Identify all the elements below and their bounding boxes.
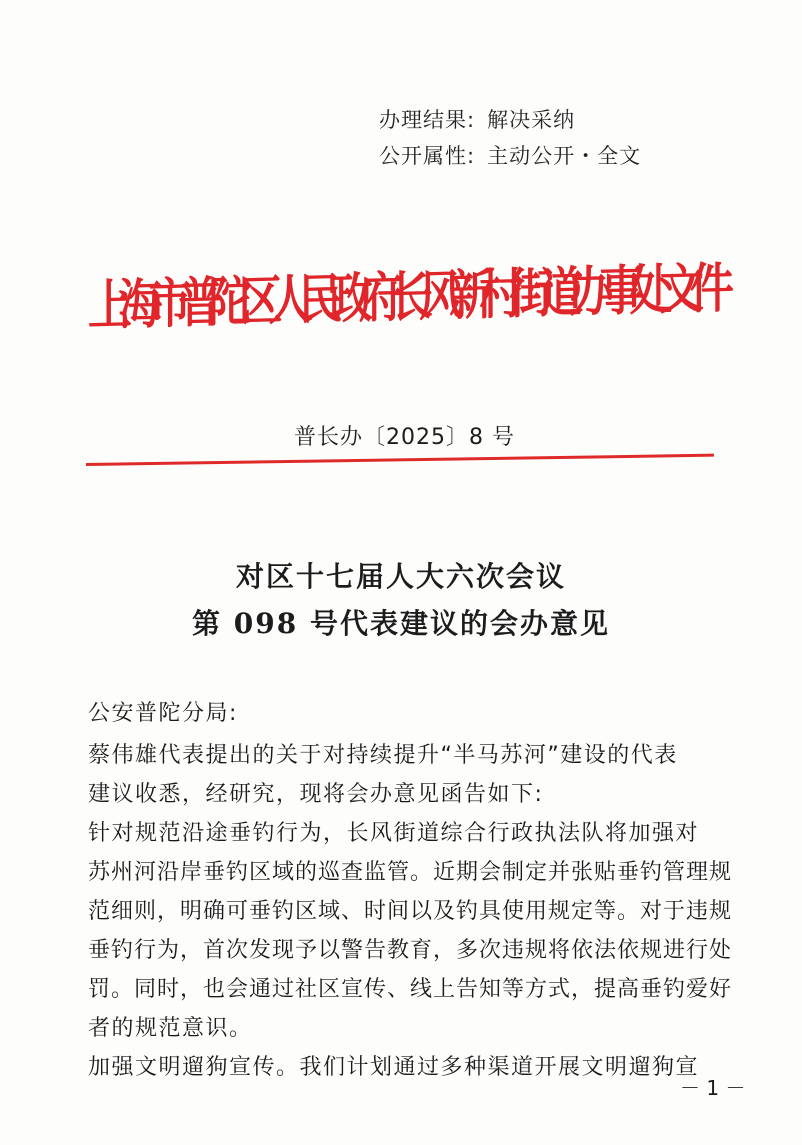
red-divider-line xyxy=(86,454,714,466)
page-number: － 1 － xyxy=(680,1076,746,1100)
document-number: 普长办〔2025〕8 号 xyxy=(294,425,515,450)
meta-disclosure-line xyxy=(379,140,641,170)
body-line: 苏州河沿岸垂钓区域的巡查监管。近期会制定并张贴垂钓管理规 xyxy=(88,860,733,885)
issuer-heading: 上海市普陀区人民政府长风新村街道办事处文件 xyxy=(88,257,720,338)
document-title-line-2: 第 098 号代表建议的会办意见 xyxy=(192,607,610,640)
body-line: 罚。同时，也会通过社区宣传、线上告知等方式，提高垂钓爱好 xyxy=(88,977,733,1002)
meta-disclosure-label: 公开属性: xyxy=(379,144,476,168)
body-line: 者的规范意识。 xyxy=(88,1016,253,1041)
body-line: 针对规范沿途垂钓行为，长风街道综合行政执法队将加强对 xyxy=(88,821,700,846)
body-line: 加强文明遛狗宣传。我们计划通过多种渠道开展文明遛狗宣 xyxy=(88,1055,700,1080)
meta-result-value: 解决采纳 xyxy=(487,108,576,132)
body-line: 建议收悉，经研究，现将会办意见函告如下: xyxy=(88,782,544,807)
body-line: 范细则，明确可垂钓区域、时间以及钓具使用规定等。对于违规 xyxy=(88,899,733,924)
addressee: 公安普陀分局: xyxy=(88,701,238,726)
body-line: 垂钓行为，首次发现予以警告教育，多次违规将依法依规进行处 xyxy=(88,938,733,963)
body-line: 蔡伟雄代表提出的关于对持续提升“半马苏河”建设的代表 xyxy=(88,743,678,768)
meta-disclosure-value: 主动公开・全文 xyxy=(487,144,642,168)
meta-result-label: 办理结果: xyxy=(379,108,476,132)
document-title-line-1: 对区十七届人大六次会议 xyxy=(235,560,566,593)
meta-result-line xyxy=(379,104,575,134)
